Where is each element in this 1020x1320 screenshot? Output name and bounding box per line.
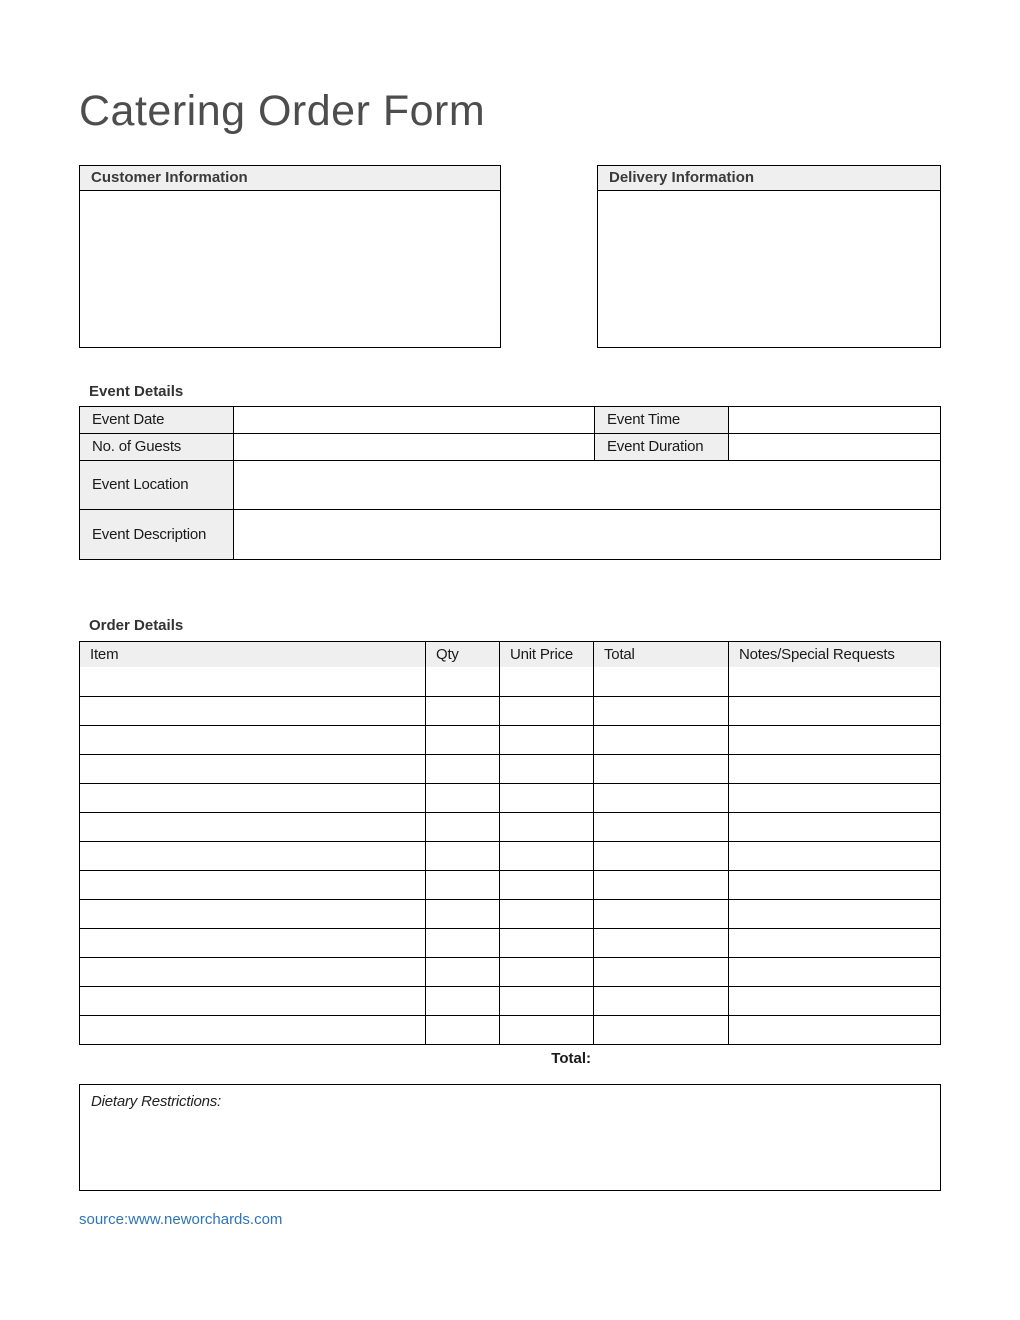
order-cell-unit-price[interactable] [500, 958, 594, 986]
order-cell-qty[interactable] [426, 784, 500, 812]
order-details-table [79, 641, 941, 1045]
order-cell-total[interactable] [594, 726, 729, 754]
order-table-row [80, 986, 940, 1015]
order-table-rows [80, 667, 940, 1044]
order-cell-item[interactable] [80, 842, 426, 870]
order-cell-item[interactable] [80, 987, 426, 1015]
order-cell-total[interactable] [594, 900, 729, 928]
customer-information-input-area[interactable] [80, 191, 500, 346]
order-total-label: Total: [551, 1049, 591, 1067]
order-cell-total[interactable] [594, 755, 729, 783]
order-cell-unit-price[interactable] [500, 667, 594, 696]
order-cell-notes[interactable] [729, 842, 940, 870]
delivery-information-box [597, 165, 941, 348]
order-cell-notes[interactable] [729, 784, 940, 812]
column-header-unit-price: Unit Price [500, 642, 594, 667]
order-cell-total[interactable] [594, 813, 729, 841]
order-cell-total[interactable] [594, 667, 729, 696]
source-link[interactable]: source:www.neworchards.com [79, 1210, 283, 1228]
event-details-table [79, 406, 941, 560]
order-table-row [80, 957, 940, 986]
event-table-row [80, 407, 940, 433]
order-cell-unit-price[interactable] [500, 726, 594, 754]
order-cell-item[interactable] [80, 871, 426, 899]
order-table-row [80, 667, 940, 696]
order-table-header-row [80, 642, 940, 667]
order-cell-unit-price[interactable] [500, 755, 594, 783]
order-cell-qty[interactable] [426, 667, 500, 696]
column-header-total: Total [594, 642, 729, 667]
order-table-row [80, 696, 940, 725]
order-cell-qty[interactable] [426, 697, 500, 725]
event-duration-input[interactable] [729, 434, 940, 460]
customer-information-header: Customer Information [80, 166, 500, 191]
order-cell-item[interactable] [80, 784, 426, 812]
dietary-restrictions-label: Dietary Restrictions: [91, 1092, 222, 1110]
order-cell-total[interactable] [594, 987, 729, 1015]
event-table-row [80, 433, 940, 460]
order-cell-total[interactable] [594, 929, 729, 957]
column-header-qty: Qty [426, 642, 500, 667]
order-cell-item[interactable] [80, 1016, 426, 1044]
order-cell-qty[interactable] [426, 871, 500, 899]
order-details-section-title: Order Details [89, 616, 184, 634]
order-table-row [80, 812, 940, 841]
order-table-row [80, 899, 940, 928]
order-cell-unit-price[interactable] [500, 784, 594, 812]
order-cell-qty[interactable] [426, 842, 500, 870]
event-table-row [80, 460, 940, 509]
customer-information-box [79, 165, 501, 348]
order-cell-notes[interactable] [729, 697, 940, 725]
order-cell-total[interactable] [594, 697, 729, 725]
event-table-row [80, 509, 940, 559]
order-cell-item[interactable] [80, 697, 426, 725]
order-cell-qty[interactable] [426, 929, 500, 957]
event-description-input[interactable] [234, 510, 940, 559]
event-duration-label: Event Duration [595, 434, 729, 460]
delivery-information-header: Delivery Information [598, 166, 940, 191]
event-details-section-title: Event Details [89, 382, 184, 400]
order-table-row [80, 1015, 940, 1044]
order-table-row [80, 928, 940, 957]
event-time-input[interactable] [729, 407, 940, 433]
event-date-input[interactable] [234, 407, 595, 433]
event-description-label: Event Description [80, 510, 234, 559]
event-time-label: Event Time [595, 407, 729, 433]
order-cell-item[interactable] [80, 813, 426, 841]
order-cell-notes[interactable] [729, 726, 940, 754]
order-cell-qty[interactable] [426, 813, 500, 841]
order-table-row [80, 841, 940, 870]
order-cell-total[interactable] [594, 958, 729, 986]
order-cell-notes[interactable] [729, 755, 940, 783]
order-cell-notes[interactable] [729, 871, 940, 899]
order-table-row [80, 754, 940, 783]
event-location-label: Event Location [80, 461, 234, 509]
order-cell-unit-price[interactable] [500, 900, 594, 928]
order-cell-total[interactable] [594, 1016, 729, 1044]
order-cell-notes[interactable] [729, 813, 940, 841]
order-cell-notes[interactable] [729, 958, 940, 986]
order-cell-item[interactable] [80, 900, 426, 928]
order-cell-item[interactable] [80, 726, 426, 754]
order-cell-qty[interactable] [426, 958, 500, 986]
order-cell-notes[interactable] [729, 1016, 940, 1044]
order-table-row [80, 783, 940, 812]
order-cell-notes[interactable] [729, 900, 940, 928]
order-cell-total[interactable] [594, 842, 729, 870]
order-cell-notes[interactable] [729, 987, 940, 1015]
order-cell-unit-price[interactable] [500, 813, 594, 841]
order-cell-qty[interactable] [426, 900, 500, 928]
order-cell-total[interactable] [594, 871, 729, 899]
event-date-label: Event Date [80, 407, 234, 433]
order-cell-qty[interactable] [426, 755, 500, 783]
order-cell-qty[interactable] [426, 1016, 500, 1044]
order-cell-item[interactable] [80, 755, 426, 783]
order-cell-unit-price[interactable] [500, 987, 594, 1015]
order-cell-unit-price[interactable] [500, 1016, 594, 1044]
order-cell-notes[interactable] [729, 929, 940, 957]
order-cell-unit-price[interactable] [500, 929, 594, 957]
order-cell-qty[interactable] [426, 987, 500, 1015]
order-cell-item[interactable] [80, 958, 426, 986]
order-cell-item[interactable] [80, 929, 426, 957]
no-of-guests-label: No. of Guests [80, 434, 234, 460]
event-location-input[interactable] [234, 461, 940, 509]
order-cell-unit-price[interactable] [500, 697, 594, 725]
order-table-row [80, 725, 940, 754]
order-cell-qty[interactable] [426, 726, 500, 754]
order-cell-notes[interactable] [729, 667, 940, 696]
order-cell-unit-price[interactable] [500, 842, 594, 870]
form-content [79, 0, 941, 1229]
delivery-information-input-area[interactable] [598, 191, 940, 346]
order-cell-unit-price[interactable] [500, 871, 594, 899]
page-title: Catering Order Form [79, 87, 486, 135]
order-cell-total[interactable] [594, 784, 729, 812]
column-header-item: Item [80, 642, 426, 667]
order-cell-item[interactable] [80, 667, 426, 696]
info-boxes-row [79, 165, 941, 348]
column-header-notes: Notes/Special Requests [739, 645, 895, 663]
dietary-restrictions-box[interactable] [79, 1084, 941, 1191]
no-of-guests-input[interactable] [234, 434, 595, 460]
order-table-row [80, 870, 940, 899]
